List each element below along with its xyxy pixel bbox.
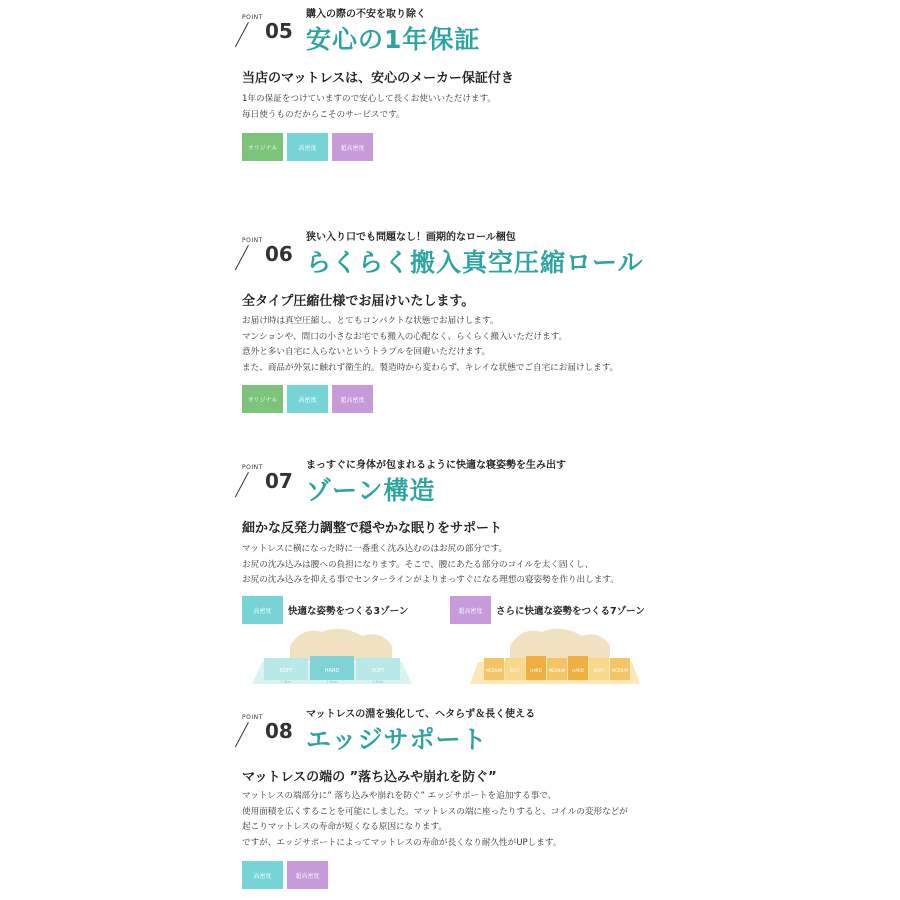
zone-7-illustration — [450, 616, 640, 688]
tag-ultra-high-density: 超高密度 — [332, 133, 373, 161]
point-subtitle: まっすぐに身体が包まれるように快適な寝姿勢を生み出す — [306, 460, 566, 471]
point-label: POINT — [242, 714, 263, 721]
tag-original: オリジナル — [242, 385, 283, 413]
body-line: マットレスに横になった時に一番重く沈み込むのはお尻の部分です。 — [242, 544, 508, 554]
point-title: 安心の1年保証 — [306, 25, 481, 54]
point-number: 08 — [265, 719, 293, 743]
point-lead: 細かな反発力調整で穏やかな眠りをサポート — [242, 521, 503, 536]
zone-3-figure — [242, 596, 422, 688]
tag-ultra-high-density: 超高密度 — [332, 385, 373, 413]
tag-high-density: 高密度 — [287, 385, 328, 413]
zone-tag-ultra-high-density: 超高密度 — [450, 596, 491, 624]
tag-list — [242, 385, 373, 413]
zone-3-illustration — [242, 616, 422, 688]
body-line: お尻の沈み込みは腰への負担になります。そこで、腰にあたる部分のコイルを太く固くし、 — [242, 559, 594, 570]
point-body — [242, 314, 618, 376]
segment-label: SOFT — [593, 668, 605, 673]
point-number: 05 — [265, 19, 293, 43]
point-body — [242, 92, 496, 123]
point-title: エッジサポート — [306, 725, 488, 754]
point-slash — [235, 472, 249, 497]
tag-high-density: 高密度 — [287, 133, 328, 161]
segment-label: HARD — [530, 668, 542, 673]
point-body — [242, 789, 628, 851]
segment-label: SOFT — [371, 668, 385, 674]
body-line: 起こりマットレスの寿命が短くなる原因になります。 — [242, 822, 447, 832]
segment-label: MEDIUM — [548, 668, 566, 673]
zone-tag-high-density: 高密度 — [242, 596, 283, 624]
zone-7-figure — [450, 596, 645, 688]
point-title: ゾーン構造 — [306, 476, 436, 505]
tag-high-density: 高密度 — [242, 861, 283, 889]
tag-ultra-high-density: 超高密度 — [287, 861, 328, 889]
segment-label: HARD — [324, 668, 340, 674]
segment-label: SOFT — [279, 668, 293, 674]
point-subtitle: 購入の際の不安を取り除く — [306, 9, 426, 20]
body-line: ですが、エッジサポートによってマットレスの寿命が長くなり耐久性がUPします。 — [242, 837, 562, 848]
body-line: お届け時は真空圧縮し、とてもコンパクトな状態でお届けします。 — [242, 316, 499, 326]
zone-7-label: さらに快適な姿勢をつくる7ゾーン — [496, 606, 645, 617]
point-title: らくらく搬入真空圧縮ロール — [306, 248, 644, 277]
body-line: 1年の保証をつけていますので安心して長くお使いいただけます。 — [242, 94, 496, 104]
zone-3-label: 快適な姿勢をつくる3ゾーン — [288, 606, 409, 617]
body-line: 毎日使うものだからこそのサービスです。 — [242, 109, 405, 120]
body-line: お尻の沈み込みを抑える事でセンターラインがよりまっすぐになる理想の寝姿勢を作り出します。 — [242, 575, 619, 585]
point-label: POINT — [242, 464, 263, 471]
segment-size: 2.5cm — [372, 680, 384, 684]
point-lead: 当店のマットレスは、安心のメーカー保証付き — [242, 71, 514, 86]
point-lead: 全タイプ圧縮仕様でお届けいたします。 — [242, 294, 475, 309]
segment-size: 2.0cm — [326, 680, 338, 684]
point-body — [242, 542, 619, 589]
segment-label: SOFT — [509, 668, 521, 673]
body-silhouette — [510, 629, 610, 661]
point-number: 06 — [265, 242, 293, 266]
segment-label: HARD — [572, 668, 584, 673]
tag-original: オリジナル — [242, 133, 283, 161]
body-line: 使用面積を広くすることを可能にしました。マットレスの端に座ったりすると、コイルの変形などが — [242, 806, 628, 817]
segment-label: MEDIUM — [485, 668, 503, 673]
point-lead: マットレスの端の ”落ち込みや崩れを防ぐ” — [242, 770, 497, 785]
point-number: 07 — [265, 469, 293, 493]
segment-size: 2.5cm — [280, 680, 292, 684]
point-label: POINT — [242, 237, 263, 244]
body-line: 意外と多い自宅に入らないというトラブルを回避いただけます。 — [242, 347, 491, 357]
segment-label: MEDIUM — [611, 668, 629, 673]
tag-list — [242, 861, 328, 889]
point-subtitle: マットレスの淵を強化して、ヘタらず＆長く使える — [306, 709, 536, 720]
body-line: マットレスの端部分に” 落ち込みや崩れを防ぐ” エッジサポートを追加する事で、 — [242, 791, 557, 801]
body-line: マンションや、間口の小さなお宅でも搬入の心配なく、らくらく搬入いただけます。 — [242, 331, 568, 342]
point-slash — [235, 22, 249, 47]
tag-list — [242, 133, 373, 161]
body-line: また、商品が外気に触れず衛生的。製造時から変わらず、キレイな状態でご自宅にお届けします。 — [242, 362, 619, 373]
point-slash — [235, 722, 249, 747]
point-slash — [235, 245, 249, 270]
point-subtitle: 狭い入り口でも問題なし！画期的なロール梱包 — [306, 232, 516, 243]
point-label: POINT — [242, 14, 263, 21]
